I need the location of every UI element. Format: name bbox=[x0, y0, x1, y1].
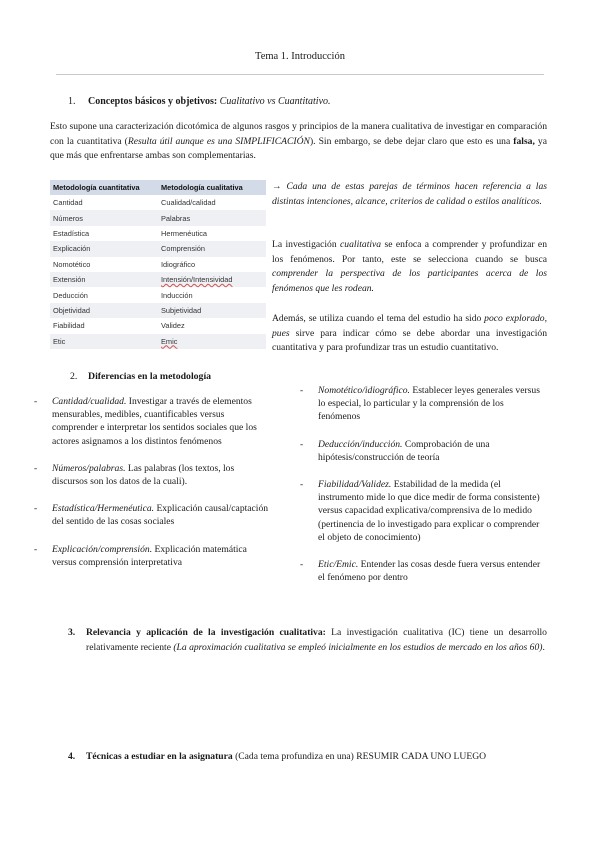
table-cell: Etic bbox=[50, 334, 158, 349]
table-header-row bbox=[50, 180, 266, 195]
list-item-text: Explicación causal/captación del sentido de las cosas sociales bbox=[52, 503, 269, 528]
list-item bbox=[318, 384, 546, 424]
list-item bbox=[52, 462, 270, 488]
list-item-text: Explicación matemática versus comprensión interpretativa bbox=[52, 543, 247, 568]
section-1-heading bbox=[68, 96, 331, 107]
section-number: 1. bbox=[68, 96, 76, 107]
table-cell-text: Intensión/Intensividad bbox=[161, 275, 233, 285]
section-subtitle: Cualitativo vs Cuantitativo. bbox=[219, 96, 331, 107]
table-cell bbox=[158, 272, 266, 287]
list-item bbox=[318, 558, 546, 584]
paragraph-text: La investigación bbox=[272, 239, 341, 250]
arrow-note-text: → Cada una de estas parejas de términos hacen referencia a las distintas intenciones, alcance, criterios de calidad o estilos analíticos. bbox=[272, 181, 547, 207]
list-item-term: Nomotético/idiográfico. bbox=[318, 385, 410, 396]
table-row bbox=[50, 257, 266, 272]
list-item-text: Las palabras (los textos, los discursos son los datos de la cuali). bbox=[52, 462, 235, 488]
header-divider bbox=[56, 74, 544, 75]
table-cell: Deducción bbox=[53, 290, 88, 300]
list-item bbox=[52, 502, 270, 528]
paragraph-text: Además, se utiliza cuando el tema del estudio ha sido bbox=[272, 313, 485, 324]
table-row bbox=[50, 303, 266, 318]
intro-text-2: ). Sin embargo, se debe dejar claro que esto es una bbox=[309, 135, 514, 147]
table-cell: Nomotético bbox=[53, 259, 91, 269]
table-row bbox=[50, 334, 266, 349]
intro-text-3: ya que más que enfrentarse ambas son complementarias. bbox=[50, 135, 547, 161]
list-item-term: Estadística/Hermenéutica. bbox=[52, 503, 155, 515]
intro-paragraph bbox=[50, 120, 547, 164]
section-text: (Cada tema profundiza en una) RESUMIR CADA UNO LUEGO bbox=[232, 751, 487, 762]
differences-list-left bbox=[52, 395, 270, 583]
table-cell: Objetividad bbox=[50, 303, 158, 318]
list-item-term: Explicación/comprensión. bbox=[52, 543, 153, 555]
intro-text: Esto supone una caracterización dicotómica de algunos rasgos y principios de la manera cualitativa de investigar en comparación con la cuantitativa ( bbox=[50, 121, 547, 147]
arrow-note bbox=[272, 180, 547, 209]
header-cell-qualitative: Metodología cualitativa bbox=[158, 180, 266, 195]
section-4-body bbox=[68, 750, 547, 765]
section-text-end: . bbox=[542, 641, 545, 653]
table-cell: Estadística bbox=[53, 228, 90, 238]
table-cell: Explicación bbox=[50, 241, 158, 256]
section-number: 3. bbox=[68, 627, 76, 638]
section-3 bbox=[68, 626, 547, 655]
table-row bbox=[50, 318, 266, 333]
section-title: Técnicas a estudiar en la asignatura bbox=[86, 751, 233, 762]
table-cell: Extensión bbox=[50, 272, 158, 287]
table-cell: Validez bbox=[161, 321, 185, 331]
table-cell: Comprensión bbox=[158, 241, 266, 256]
table-cell: Subjetividad bbox=[158, 303, 266, 318]
table-row bbox=[50, 195, 266, 210]
list-item-text: Investigar a través de elementos mensurables, medibles, cuantificables versus comprender e interpretar los sentidos sociales que los actores asignamos a los distintos fenómenos bbox=[52, 396, 257, 447]
intro-italic: Resulta útil aunque es una SIMPLIFICACIÓN bbox=[127, 135, 310, 147]
section-3-body bbox=[68, 626, 547, 655]
list-item-term: Cantidad/cualidad. bbox=[52, 396, 127, 407]
table-row bbox=[50, 210, 266, 225]
section-2-heading bbox=[70, 371, 211, 382]
list-item-term: Números/palabras. bbox=[52, 462, 126, 474]
table-cell: Hermenéutica bbox=[161, 228, 208, 238]
section-text: La investigación cualitativa (IC) tiene un desarrollo relativamente reciente bbox=[86, 627, 547, 653]
section-italic: (La aproximación cualitativa se empleó inicialmente en los estudios de mercado en los años 60) bbox=[173, 641, 543, 653]
page-header: Tema 1. Introducción bbox=[255, 51, 345, 62]
paragraph-italic: cualitativa bbox=[340, 239, 382, 250]
list-item-text: Establecer leyes generales versus lo especial, lo particular y la comprensión de los fenómenos bbox=[318, 385, 540, 423]
table-cell: Fiabilidad bbox=[53, 321, 85, 331]
list-item-term: Deducción/inducción. bbox=[318, 438, 403, 450]
section-number: 4. bbox=[68, 751, 76, 762]
qualitative-paragraph bbox=[272, 238, 547, 296]
section-title: Conceptos básicos y objetivos: bbox=[88, 96, 218, 107]
section-title: Diferencias en la metodología bbox=[88, 371, 212, 382]
table-cell: Inducción bbox=[161, 290, 193, 300]
unexplored-paragraph bbox=[272, 312, 547, 356]
table-row bbox=[50, 287, 266, 302]
intro-bold: falsa, bbox=[513, 135, 535, 147]
paragraph-italic: comprender la perspectiva de los participantes acerca de los fenómenos que les rodean. bbox=[272, 268, 547, 294]
list-item bbox=[318, 438, 546, 464]
list-item bbox=[52, 395, 270, 448]
section-title: Relevancia y aplicación de la investigación cualitativa: bbox=[86, 627, 326, 638]
table-cell: Idiográfico bbox=[161, 259, 196, 269]
list-item-text: Estabilidad de la medida (el instrumento mide lo que dice medir de forma consistente) versus capacidad explicativa/comprensiva de lo medido (pertinencia de lo investigado para explicar o comprender el objeto de conocimiento) bbox=[318, 479, 540, 543]
differences-list-right bbox=[318, 384, 546, 598]
table-cell bbox=[158, 334, 266, 349]
paragraph-text: se enfoca a comprender y profundizar en los fenómenos. Por tanto, este se selecciona cuando se busca bbox=[272, 239, 547, 265]
methodology-table bbox=[50, 180, 266, 349]
list-item bbox=[318, 478, 546, 544]
table-cell: Cualidad/calidad bbox=[161, 198, 216, 208]
table-cell: Números bbox=[50, 210, 158, 225]
table-cell: Palabras bbox=[158, 210, 266, 225]
list-item-text: Entender las cosas desde fuera versus entender el fenómeno por dentro bbox=[318, 559, 541, 584]
section-4 bbox=[68, 750, 547, 765]
header-cell-quantitative: Metodología cuantitativa bbox=[50, 180, 158, 195]
list-item-term: Etic/Emic. bbox=[318, 559, 359, 571]
list-item bbox=[52, 543, 270, 569]
paragraph-italic: poco explorado, pues bbox=[272, 313, 547, 339]
paragraph-text: sirve para indicar cómo se debe abordar una investigación cuantitativa y para profundizar tras un estudio cuantitativo. bbox=[272, 327, 547, 353]
table-row bbox=[50, 272, 266, 287]
table-row bbox=[50, 226, 266, 241]
table-row bbox=[50, 241, 266, 256]
section-number: 2. bbox=[70, 371, 78, 382]
table-cell-text: Emic bbox=[161, 336, 178, 346]
list-item-term: Fiabilidad/Validez. bbox=[318, 479, 392, 491]
list-item-text: Comprobación de una hipótesis/construcción de teoría bbox=[318, 438, 490, 463]
table-cell: Cantidad bbox=[53, 198, 83, 208]
